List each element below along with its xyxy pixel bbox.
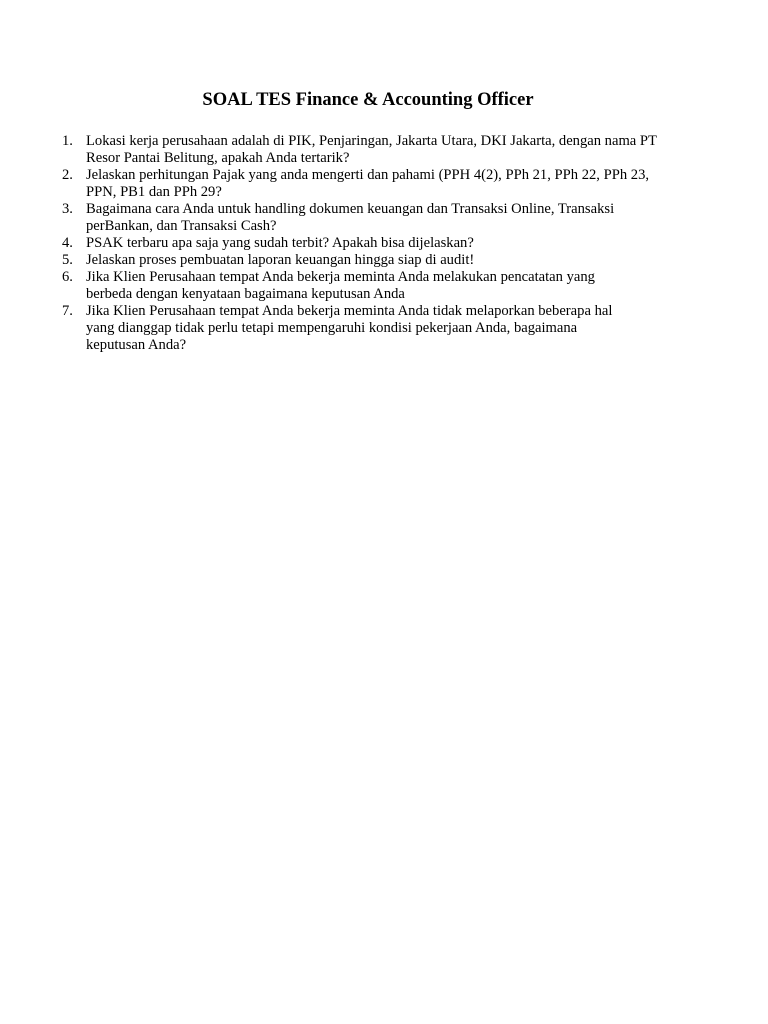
question-item-2 (62, 167, 702, 201)
question-text-line: Jelaskan perhitungan Pajak yang anda mengerti dan pahami (PPH 4(2), PPh 21, PPh 22, PPh 23, (86, 167, 650, 183)
question-text-line: Jika Klien Perusahaan tempat Anda bekerja meminta Anda tidak melaporkan beberapa hal (86, 303, 613, 319)
question-text-line: Jika Klien Perusahaan tempat Anda bekerja meminta Anda melakukan pencatatan yang (86, 269, 595, 285)
question-number: 7. (62, 303, 73, 319)
question-text-line: Resor Pantai Belitung, apakah Anda tertarik? (86, 150, 350, 166)
question-text-line: PPN, PB1 dan PPh 29? (86, 184, 222, 200)
question-number: 4. (62, 235, 73, 251)
question-list (62, 133, 702, 354)
question-number: 2. (62, 167, 73, 183)
question-item-4 (62, 235, 702, 252)
question-number: 5. (62, 252, 73, 268)
question-item-6 (62, 269, 702, 303)
question-text-line: Jelaskan proses pembuatan laporan keuangan hingga siap di audit! (86, 252, 475, 268)
question-text-line: Lokasi kerja perusahaan adalah di PIK, Penjaringan, Jakarta Utara, DKI Jakarta, dengan nama PT (86, 133, 657, 149)
question-text-line: Bagaimana cara Anda untuk handling dokumen keuangan dan Transaksi Online, Transaksi (86, 201, 615, 217)
document-title: SOAL TES Finance & Accounting Officer (202, 90, 534, 110)
question-text-line: yang dianggap tidak perlu tetapi mempengaruhi kondisi pekerjaan Anda, bagaimana (86, 320, 578, 336)
question-text-line: PSAK terbaru apa saja yang sudah terbit? Apakah bisa dijelaskan? (86, 235, 474, 251)
question-number: 1. (62, 133, 73, 149)
question-number: 3. (62, 201, 73, 217)
question-number: 6. (62, 269, 73, 285)
question-text-line: berbeda dengan kenyataan bagaimana keputusan Anda (86, 286, 405, 302)
question-text-line: keputusan Anda? (86, 337, 187, 353)
question-text-line: perBankan, dan Transaksi Cash? (86, 218, 277, 234)
question-item-1 (62, 133, 702, 167)
question-item-5 (62, 252, 702, 269)
question-item-7 (62, 303, 702, 354)
question-item-3 (62, 201, 702, 235)
